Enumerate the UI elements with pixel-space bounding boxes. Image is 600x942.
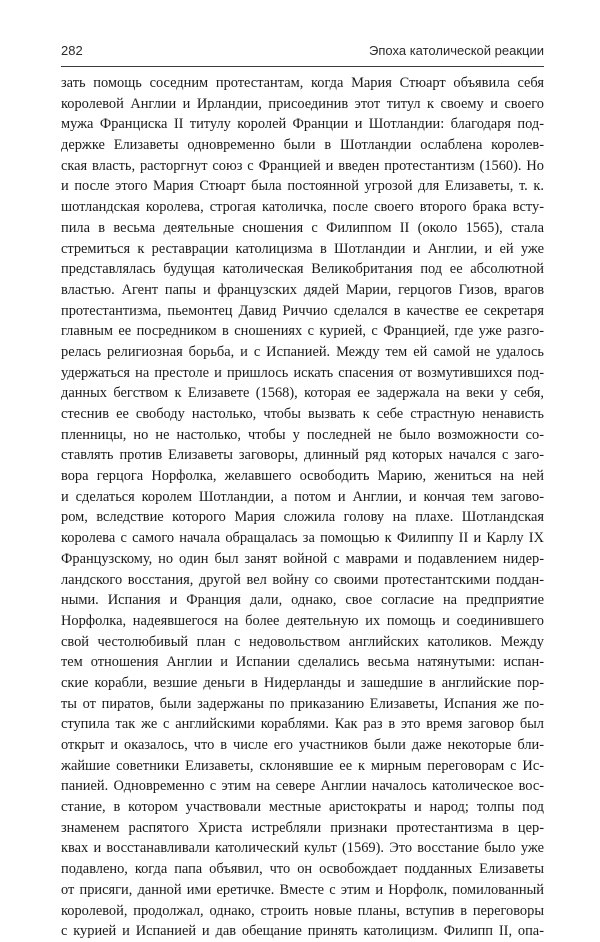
text-line: королева с самого начала обращалась за помощью к Филиппу II и Карлу IX (61, 530, 544, 547)
text-line: властью. Агент папы и французских дядей Марии, герцогов Гизов, врагов (61, 281, 544, 298)
page-number: 282 (61, 43, 83, 58)
running-title: Эпоха католической реакции (369, 43, 544, 58)
text-line: и сделаться королем Шотландии, а потом и Англии, и кончая тем загово- (61, 488, 544, 505)
text-line: жайшие советники Елизаветы, склонявшие ее к мирным переговорам с Ис- (61, 757, 544, 774)
text-line: держке Елизаветы одновременно были в Шотландии ослаблена королев- (61, 137, 544, 154)
text-line: открыт и оказалось, что в числе его участников были даже некоторые бли- (61, 737, 544, 753)
text-line: квах и восстанавливали католический культ (1569). Это восстание было уже (61, 840, 544, 857)
text-line: подавлено, когда папа объявил, что он освобождает подданных Елизаветы (61, 861, 544, 878)
text-line: с курией и Испанией и дав обещание принять католицизм. Филипп II, опа- (61, 923, 544, 940)
text-line: от присяги, данной ими еретичке. Вместе с этим и Норфолк, помилованный (61, 881, 544, 898)
text-line: ными. Испания и Франция дали, однако, свое согласие на предприятие (61, 592, 544, 609)
text-line: ская власть, расторгнут союз с Францией и введен протестантизм (1560). Но (61, 157, 544, 174)
text-line: данных бегством к Елизавете (1568), которая ее задержала на веки у себя, (61, 385, 544, 402)
text-line: Норфолка, надеявшегося на более деятельную их помощь и соединившего (61, 612, 544, 629)
text-line: вора герцога Норфолка, желавшего освободить Марию, жениться на ней (61, 468, 544, 485)
text-line: королевой Англии и Ирландии, присоединив этот титул к своему и своего (61, 95, 544, 112)
text-line: ступила так же с английскими кораблями. Как раз в это время заговор был (61, 716, 544, 733)
text-line: панией. Одновременно с этим на севере Англии началось католическое вос- (61, 778, 544, 795)
text-line: Французскому, но один был занят войной с маврами и подавлением нидер- (61, 550, 544, 567)
text-line: стеснив ее свободу настолько, чтобы вызвать к себе страстную ненависть (61, 406, 544, 422)
text-line: удержаться на престоле и пришлось искать спасения от возмутившихся под- (61, 364, 544, 381)
text-line: ставлять против Елизаветы заговоры, длинный ряд которых начался с заго- (61, 447, 544, 464)
text-line: мужа Франциска II титулу королей Франции и Шотландии: благодаря под- (61, 116, 544, 133)
text-line: пленницы, но не настолько, чтобы у последней не было возможности со- (61, 426, 544, 443)
text-line: знаменем распятого Христа истребляли признаки протестантизма в цер- (61, 819, 544, 836)
text-line: свой честолюбивый план с недовольством английских католиков. Между (61, 633, 544, 650)
page-header (61, 43, 544, 63)
text-line: и после этого Мария Стюарт была постоянной угрозой для Елизаветы, т. к. (61, 178, 544, 195)
text-line: стание, в котором участвовали местные аристократы и народ; толпы под (61, 799, 544, 816)
header-rule (61, 66, 544, 67)
text-line: пила в весьма деятельные сношения с Филиппом II (около 1565), стала (61, 219, 544, 236)
text-line: зать помощь соседним протестантам, когда Мария Стюарт объявила себя (61, 75, 544, 91)
text-line: ром, вследствие которого Мария сложила голову на плахе. Шотландская (61, 509, 544, 526)
text-line: главным ее посредником в сношениях с курией, с Францией, где уже разго- (61, 323, 544, 340)
text-line: шотландская королева, строгая католичка, после своего второго брака всту- (61, 199, 544, 216)
text-line: ландского восстания, другой вел войну со своими протестантскими поддан- (61, 571, 544, 588)
text-line: тем отношения Англии и Испании сделались весьма натянутыми: испан- (61, 654, 544, 671)
text-line: королевой, продолжал, однако, строить новые планы, вступив в переговоры (61, 902, 544, 919)
text-line: представлялась будущая католическая Великобритания под ее абсолютной (61, 261, 544, 278)
text-line: релась религиозная борьба, и с Испанией. Между тем ей самой не удалось (61, 343, 544, 360)
body-text (61, 73, 544, 942)
text-line: протестантизма, пьемонтец Давид Риччио сделался в качестве ее секретаря (61, 302, 544, 319)
text-line: ские корабли, везшие деньги в Нидерланды и зашедшие в английские пор- (61, 674, 544, 691)
text-line: ты от пиратов, были задержаны по приказанию Елизаветы, Испания же по- (61, 695, 544, 712)
text-line: стремиться к реставрации католицизма в Шотландии и Англии, и ей уже (61, 240, 544, 257)
